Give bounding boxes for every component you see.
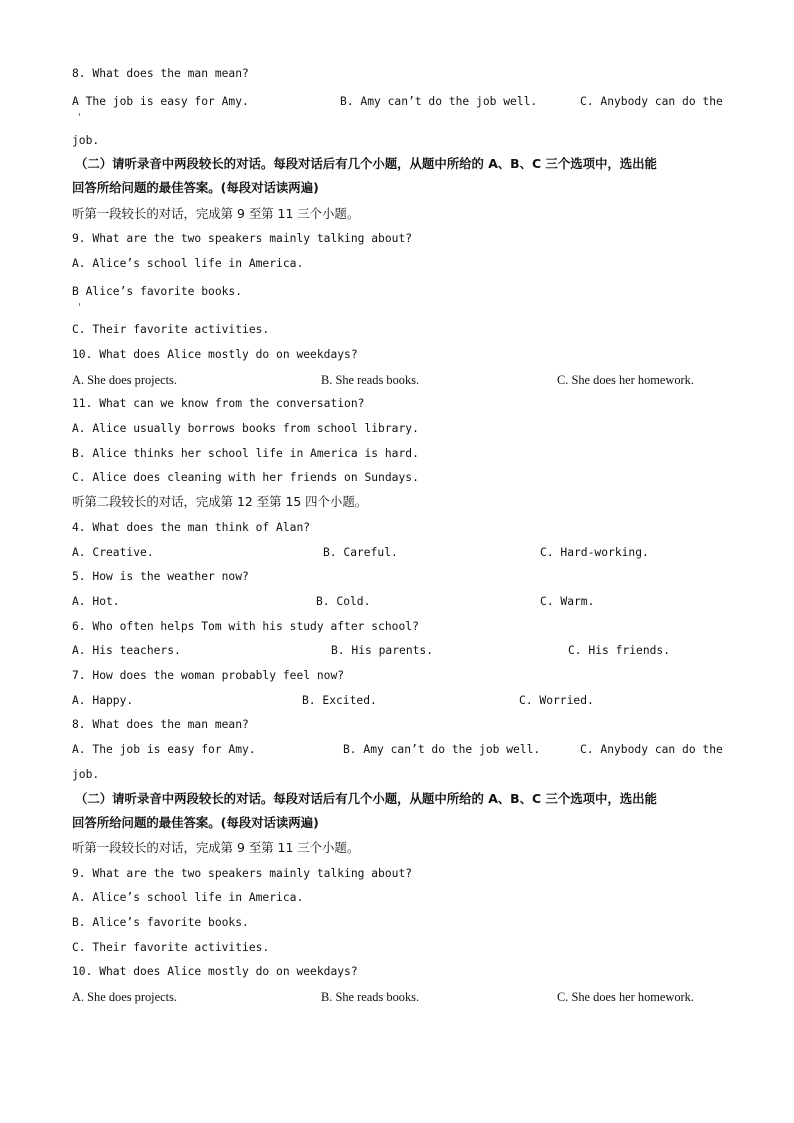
text-segment: A. Alice’s school life in America. [72, 891, 304, 904]
text-segment: （二）请听录音中两段较长的对话。每段对话后有几个小题，从题中所给的 A、B、C 三个选项中，选出能 [75, 791, 657, 806]
text-segment: C. Alice does cleaning with her friends on Sundays. [72, 471, 419, 484]
text-segment: C. Worried. [519, 694, 594, 707]
text-segment: B. Cold. [316, 595, 371, 608]
text-segment: 听第一段较长的对话，完成第 9 至第 11 三个小题。 [72, 840, 360, 855]
text-segment: C. His friends. [568, 644, 671, 657]
text-segment: C. Their favorite activities. [72, 323, 270, 336]
text-segment: A The job is easy for Amy. [72, 95, 249, 108]
text-segment: 7. How does the woman probably feel now? [72, 669, 345, 682]
text-segment: C. Anybody can do the [580, 95, 723, 108]
text-segment: 回答所给问题的最佳答案。(每段对话读两遍) [72, 815, 319, 830]
text-segment: B. Careful. [323, 546, 398, 559]
text-segment: A. Creative. [72, 546, 154, 559]
text-segment: A. Happy. [72, 694, 134, 707]
text-segment: C. She does her homework. [557, 990, 694, 1004]
text-segment: A. She does projects. [72, 990, 177, 1004]
text-segment: A. Hot. [72, 595, 120, 608]
tick-mark [79, 303, 80, 306]
text-segment: B. She reads books. [321, 373, 420, 387]
text-segment: C. She does her homework. [557, 373, 694, 387]
text-segment: B. Amy can’t do the job well. [343, 743, 541, 756]
text-segment: B. She reads books. [321, 990, 420, 1004]
text-segment: 回答所给问题的最佳答案。(每段对话读两遍) [72, 180, 319, 195]
text-segment: 10. What does Alice mostly do on weekdays? [72, 965, 358, 978]
text-segment: 8. What does the man mean? [72, 67, 249, 80]
text-segment: 9. What are the two speakers mainly talking about? [72, 232, 413, 245]
text-segment: A. Alice usually borrows books from school library. [72, 422, 419, 435]
text-segment: A. Alice’s school life in America. [72, 257, 304, 270]
text-segment: A. His teachers. [72, 644, 181, 657]
tick-mark [79, 113, 80, 116]
text-segment: 4. What does the man think of Alan? [72, 521, 311, 534]
text-segment: 10. What does Alice mostly do on weekdays? [72, 348, 358, 361]
text-segment: C. Anybody can do the [580, 743, 723, 756]
text-segment: 听第二段较长的对话，完成第 12 至第 15 四个小题。 [72, 494, 368, 509]
text-segment: 11. What can we know from the conversation? [72, 397, 365, 410]
text-segment: C. Warm. [540, 595, 595, 608]
text-segment: job. [72, 134, 100, 147]
text-segment: B Alice’s favorite books. [72, 285, 243, 298]
text-segment: B. Excited. [302, 694, 377, 707]
text-segment: job. [72, 768, 100, 781]
text-segment: A. She does projects. [72, 373, 177, 387]
text-segment: 5. How is the weather now? [72, 570, 249, 583]
text-segment: C. Hard-working. [540, 546, 649, 559]
text-segment: B. His parents. [331, 644, 434, 657]
text-segment: 8. What does the man mean? [72, 718, 249, 731]
text-segment: B. Alice’s favorite books. [72, 916, 249, 929]
text-segment: B. Alice thinks her school life in America is hard. [72, 447, 419, 460]
text-segment: 9. What are the two speakers mainly talking about? [72, 867, 413, 880]
text-segment: 6. Who often helps Tom with his study after school? [72, 620, 419, 633]
text-segment: 听第一段较长的对话，完成第 9 至第 11 三个小题。 [72, 206, 360, 221]
text-segment: C. Their favorite activities. [72, 941, 270, 954]
text-segment: A. The job is easy for Amy. [72, 743, 256, 756]
text-segment: （二）请听录音中两段较长的对话。每段对话后有几个小题，从题中所给的 A、B、C 三个选项中，选出能 [75, 156, 657, 171]
text-segment: B. Amy can’t do the job well. [340, 95, 538, 108]
